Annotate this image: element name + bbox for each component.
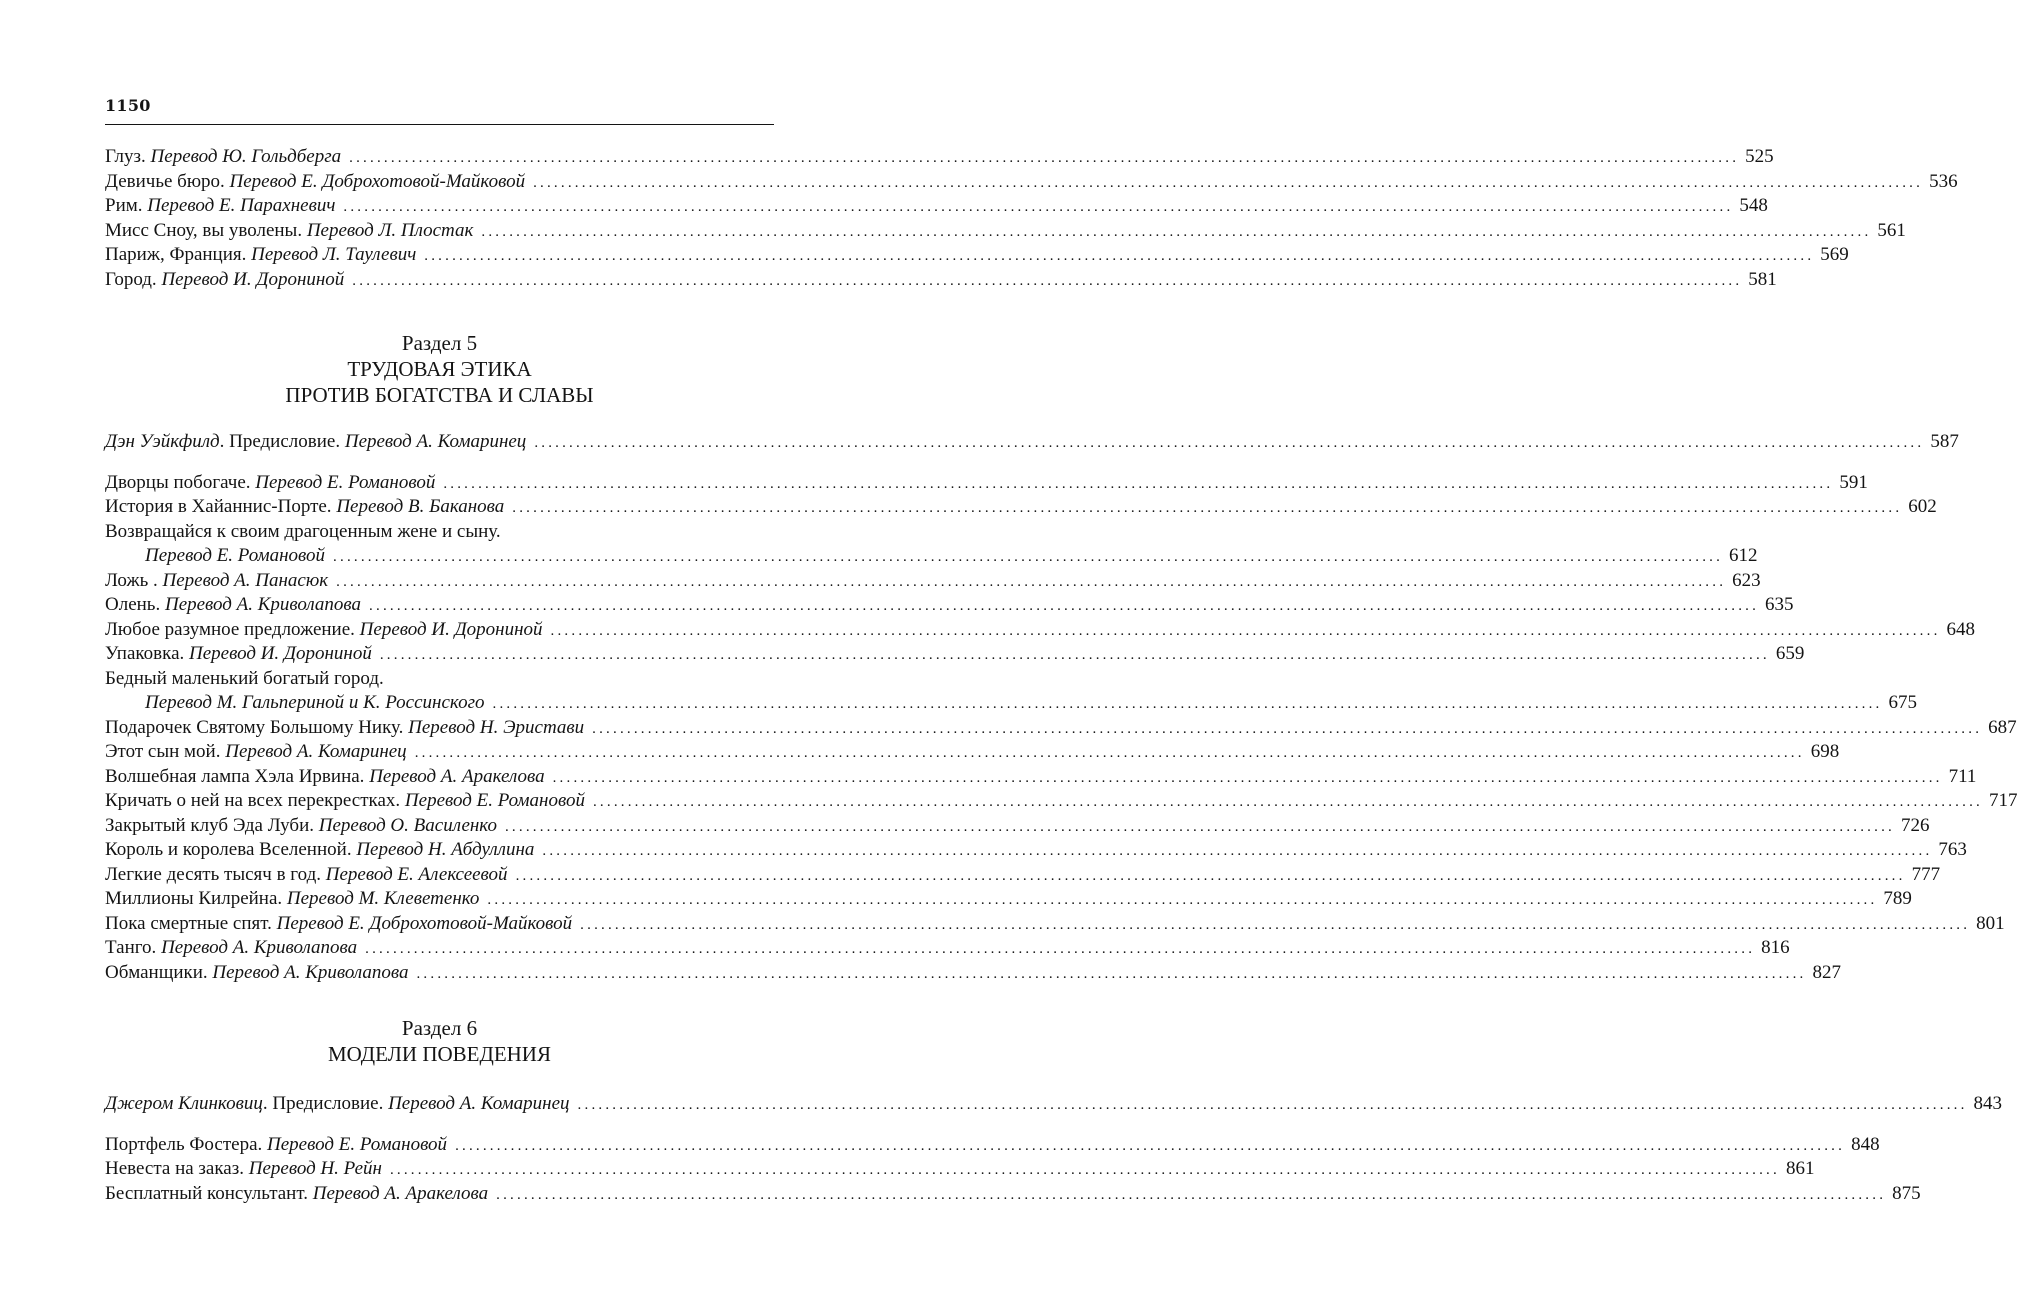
leader-dots: ........................................................................................................................................................................................................ [416, 965, 1807, 982]
leader-dots: ........................................................................................................................................................................................................ [349, 150, 1740, 166]
toc-entry-preface: Дэн Уэйкфилд. Предисловие. Перевод А. Комаринец ........................................................................................................................................................................................................ 587 [105, 430, 774, 455]
toc-entry: Олень. Перевод А. Криволапова ........................................................................................................................................................................................................ 635 [105, 593, 774, 618]
translator-credit: Перевод Л. Плостак [306, 219, 474, 241]
leader-dots: ........................................................................................................................................................................................................ [455, 1137, 1846, 1154]
page-ref: 698 [1810, 741, 1840, 762]
leader-dots: ........................................................................................................................................................................................................ [592, 794, 1983, 810]
translator-credit: Перевод Е. Романовой [404, 790, 585, 811]
translator-credit: Перевод Е. Алексеевой [325, 863, 508, 885]
page-ref: 659 [1775, 643, 1805, 664]
translator-credit: Перевод Е. Парахневич [147, 195, 336, 216]
page-ref: 612 [1729, 545, 1758, 566]
toc-entry: Город. Перевод И. Дорониной ........................................................................................................................................................................................................ 581 [105, 268, 774, 293]
translator-credit: Перевод И. Дорониной [359, 618, 543, 640]
toc-entry-title-line: Возвращайся к своим драгоценным жене и сыну. [105, 520, 501, 542]
page-ref: 763 [1938, 839, 1967, 860]
translator-credit: Перевод А. Аракелова [312, 1182, 489, 1204]
translator-credit: Перевод Л. Таулевич [251, 244, 417, 265]
leader-dots: ........................................................................................................................................................................................................ [336, 573, 1727, 590]
translator-credit: Перевод Е. Доброхотовой-Майковой [229, 170, 526, 192]
section-title: МОДЕЛИ ПОВЕДЕНИЯ [328, 1042, 551, 1066]
translator-credit: Перевод Н. Эристави [408, 716, 585, 738]
page-ref: 875 [1892, 1182, 1921, 1204]
translator-credit: Перевод В. Баканова [336, 496, 505, 517]
toc-entry: Этот сын мой. Перевод А. Комаринец ........................................................................................................................................................................................................ 698 [105, 740, 774, 765]
page-ref: 536 [1929, 170, 1958, 192]
leader-dots: ........................................................................................................................................................................................................ [352, 272, 1743, 289]
toc-entry: Ложь . Перевод А. Панасюк ........................................................................................................................................................................................................ 623 [105, 569, 774, 594]
toc-entry: Король и королева Вселенной. Перевод Н. Абдуллина ........................................................................................................................................................................................................ 763 [105, 838, 774, 863]
leader-dots: ........................................................................................................................................................................................................ [379, 647, 1770, 663]
section-6-heading [105, 1015, 774, 1067]
toc-entry-continuation [105, 691, 1917, 716]
preface-author: Дэн Уэйкфилд [105, 431, 220, 452]
leader-dots: ........................................................................................................................................................................................................ [577, 1097, 1968, 1113]
page-ref: 789 [1883, 888, 1912, 909]
leader-dots: ........................................................................................................................................................................................................ [512, 500, 1903, 516]
toc-entry: Танго. Перевод А. Криволапова ........................................................................................................................................................................................................ 816 [105, 936, 774, 961]
leader-dots: ........................................................................................................................................................................................................ [333, 549, 1724, 565]
toc-entry: Глуз. Перевод Ю. Гольдберга ........................................................................................................................................................................................................ 525 [105, 145, 774, 170]
page-ref: 587 [1930, 431, 1959, 452]
page-ref: 816 [1761, 937, 1790, 958]
translator-credit: Перевод А. Комаринец [344, 431, 527, 452]
translator-credit: Перевод М. Клеветенко [286, 888, 480, 909]
toc-entry: Париж, Франция. Перевод Л. Таулевич ........................................................................................................................................................................................................ 569 [105, 243, 774, 268]
toc-entry: Обманщики. Перевод А. Криволапова ........................................................................................................................................................................................................ 827 [105, 961, 774, 986]
toc-entry: Дворцы побогаче. Перевод Е. Романовой ........................................................................................................................................................................................................ 591 [105, 471, 774, 496]
toc-entry: Легкие десять тысяч в год. Перевод Е. Алексеевой ........................................................................................................................................................................................................ 777 [105, 863, 774, 888]
page-ref: 848 [1851, 1133, 1880, 1155]
toc-entry-preface: Джером Клинковиц. Предисловие. Перевод А. Комаринец ........................................................................................................................................................................................................ 843 [105, 1092, 774, 1117]
leader-dots: ........................................................................................................................................................................................................ [580, 916, 1971, 933]
leader-dots: ........................................................................................................................................................................................................ [481, 223, 1872, 240]
toc-entry: Мисс Сноу, вы уволены. Перевод Л. Плостак ........................................................................................................................................................................................................ 561 [105, 219, 774, 244]
section-title: ПРОТИВ БОГАТСТВА И СЛАВЫ [285, 383, 594, 407]
toc-entry: Кричать о ней на всех перекрестках. Перевод Е. Романовой ........................................................................................................................................................................................................ 717 [105, 789, 774, 814]
translator-credit: Перевод Ю. Гольдберга [150, 146, 342, 167]
toc-entry: История в Хайаннис-Порте. Перевод В. Баканова ........................................................................................................................................................................................................ 602 [105, 495, 774, 520]
toc-entry: Пока смертные спят. Перевод Е. Доброхотовой-Майковой ........................................................................................................................................................................................................ 801 [105, 912, 774, 937]
toc-block-1 [105, 145, 1958, 292]
toc-section-6 [105, 1092, 2003, 1206]
translator-credit: Перевод Е. Романовой [145, 545, 326, 566]
leader-dots: ........................................................................................................................................................................................................ [343, 199, 1734, 215]
page-ref: 777 [1911, 863, 1941, 885]
toc-entry-continuation [105, 544, 1758, 569]
translator-credit: Перевод И. Дорониной [161, 268, 345, 290]
page-ref: 581 [1748, 268, 1777, 290]
section-label: Раздел 6 [401, 1016, 478, 1040]
leader-dots: ........................................................................................................................................................................................................ [424, 248, 1815, 264]
section-label: Раздел 5 [401, 331, 478, 355]
translator-credit: Перевод А. Криволапова [164, 594, 362, 615]
page-number: 1150 [105, 96, 151, 115]
page-ref: 861 [1785, 1158, 1815, 1179]
header-rule [105, 124, 774, 125]
translator-credit: Перевод А. Криволапова [161, 937, 358, 958]
toc-entry: Миллионы Килрейна. Перевод М. Клеветенко ........................................................................................................................................................................................................ 789 [105, 887, 774, 912]
leader-dots: ........................................................................................................................................................................................................ [533, 174, 1924, 191]
leader-dots: ........................................................................................................................................................................................................ [365, 941, 1756, 957]
page-ref: 591 [1839, 471, 1868, 493]
page-ref: 687 [1988, 716, 2017, 738]
toc-entry-title-line: Бедный маленький богатый город. [105, 667, 384, 689]
translator-credit: Перевод О. Василенко [318, 814, 497, 836]
section-title: ТРУДОВАЯ ЭТИКА [347, 357, 532, 381]
toc-section-5 [105, 430, 2017, 985]
translator-credit: Перевод Е. Романовой [267, 1133, 448, 1155]
translator-credit: Перевод Н. Рейн [248, 1158, 382, 1179]
page-ref: 711 [1948, 765, 1977, 787]
leader-dots: ........................................................................................................................................................................................................ [592, 720, 1983, 737]
leader-dots: ........................................................................................................................................................................................................ [550, 622, 1941, 639]
page-ref: 675 [1888, 692, 1917, 713]
toc-entry: Любое разумное предложение. Перевод И. Дорониной ........................................................................................................................................................................................................ 648 [105, 618, 774, 643]
translator-credit: Перевод Е. Доброхотовой-Майковой [276, 912, 573, 934]
toc-entry: Бесплатный консультант. Перевод А. Аракелова ........................................................................................................................................................................................................ 875 [105, 1182, 774, 1207]
section-5-heading [105, 330, 774, 408]
page-ref: 569 [1820, 244, 1849, 265]
page-ref: 648 [1946, 618, 1976, 640]
toc-entry: Рим. Перевод Е. Парахневич ........................................................................................................................................................................................................ 548 [105, 194, 774, 219]
leader-dots: ........................................................................................................................................................................................................ [504, 818, 1895, 835]
toc-entry: Подарочек Святому Большому Нику. Перевод Н. Эристави ........................................................................................................................................................................................................ 687 [105, 716, 774, 741]
toc-entry: Закрытый клуб Эда Луби. Перевод О. Василенко ........................................................................................................................................................................................................ 726 [105, 814, 774, 839]
translator-credit: Перевод М. Гальпериной и К. Россинского [145, 692, 485, 713]
page-ref: 726 [1900, 814, 1930, 836]
leader-dots: ........................................................................................................................................................................................................ [389, 1162, 1780, 1178]
translator-credit: Перевод А. Аракелова [369, 765, 545, 787]
translator-credit: Перевод А. Панасюк [162, 569, 329, 591]
page-ref: 843 [1973, 1093, 2003, 1114]
page-ref: 801 [1976, 912, 2005, 934]
leader-dots: ........................................................................................................................................................................................................ [534, 435, 1925, 451]
leader-dots: ........................................................................................................................................................................................................ [515, 867, 1906, 884]
page-ref: 525 [1745, 146, 1774, 167]
page-ref: 623 [1732, 569, 1761, 591]
translator-credit: Перевод И. Дорониной [189, 643, 372, 664]
leader-dots: ........................................................................................................................................................................................................ [552, 769, 1943, 786]
page-ref: 561 [1877, 219, 1906, 241]
leader-dots: ........................................................................................................................................................................................................ [443, 475, 1834, 492]
toc-entry: Невеста на заказ. Перевод Н. Рейн ........................................................................................................................................................................................................ 861 [105, 1157, 774, 1182]
leader-dots: ........................................................................................................................................................................................................ [487, 892, 1878, 908]
page-ref: 602 [1908, 496, 1937, 517]
toc-entry: Девичье бюро. Перевод Е. Доброхотовой-Майковой ........................................................................................................................................................................................................ 536 [105, 170, 774, 195]
leader-dots: ........................................................................................................................................................................................................ [492, 696, 1883, 712]
translator-credit: Перевод Н. Абдуллина [356, 839, 535, 860]
translator-credit: Перевод А. Комаринец [225, 741, 407, 762]
leader-dots: ........................................................................................................................................................................................................ [542, 843, 1933, 859]
leader-dots: ........................................................................................................................................................................................................ [369, 598, 1760, 614]
page-ref: 717 [1988, 790, 2017, 811]
preface-author: Джером Клинковиц [105, 1093, 263, 1114]
translator-credit: Перевод Е. Романовой [255, 471, 436, 493]
translator-credit: Перевод А. Комаринец [388, 1093, 570, 1114]
page-ref: 548 [1739, 195, 1768, 216]
toc-entry: Портфель Фостера. Перевод Е. Романовой ........................................................................................................................................................................................................ 848 [105, 1133, 774, 1158]
translator-credit: Перевод А. Криволапова [212, 961, 409, 983]
leader-dots: ........................................................................................................................................................................................................ [414, 745, 1805, 761]
toc-entry: Волшебная лампа Хэла Ирвина. Перевод А. Аракелова ........................................................................................................................................................................................................ 711 [105, 765, 774, 790]
toc-entry: Упаковка. Перевод И. Дорониной ........................................................................................................................................................................................................ 659 [105, 642, 774, 667]
page-ref: 635 [1765, 594, 1794, 615]
leader-dots: ........................................................................................................................................................................................................ [496, 1186, 1887, 1203]
page-ref: 827 [1812, 961, 1841, 983]
